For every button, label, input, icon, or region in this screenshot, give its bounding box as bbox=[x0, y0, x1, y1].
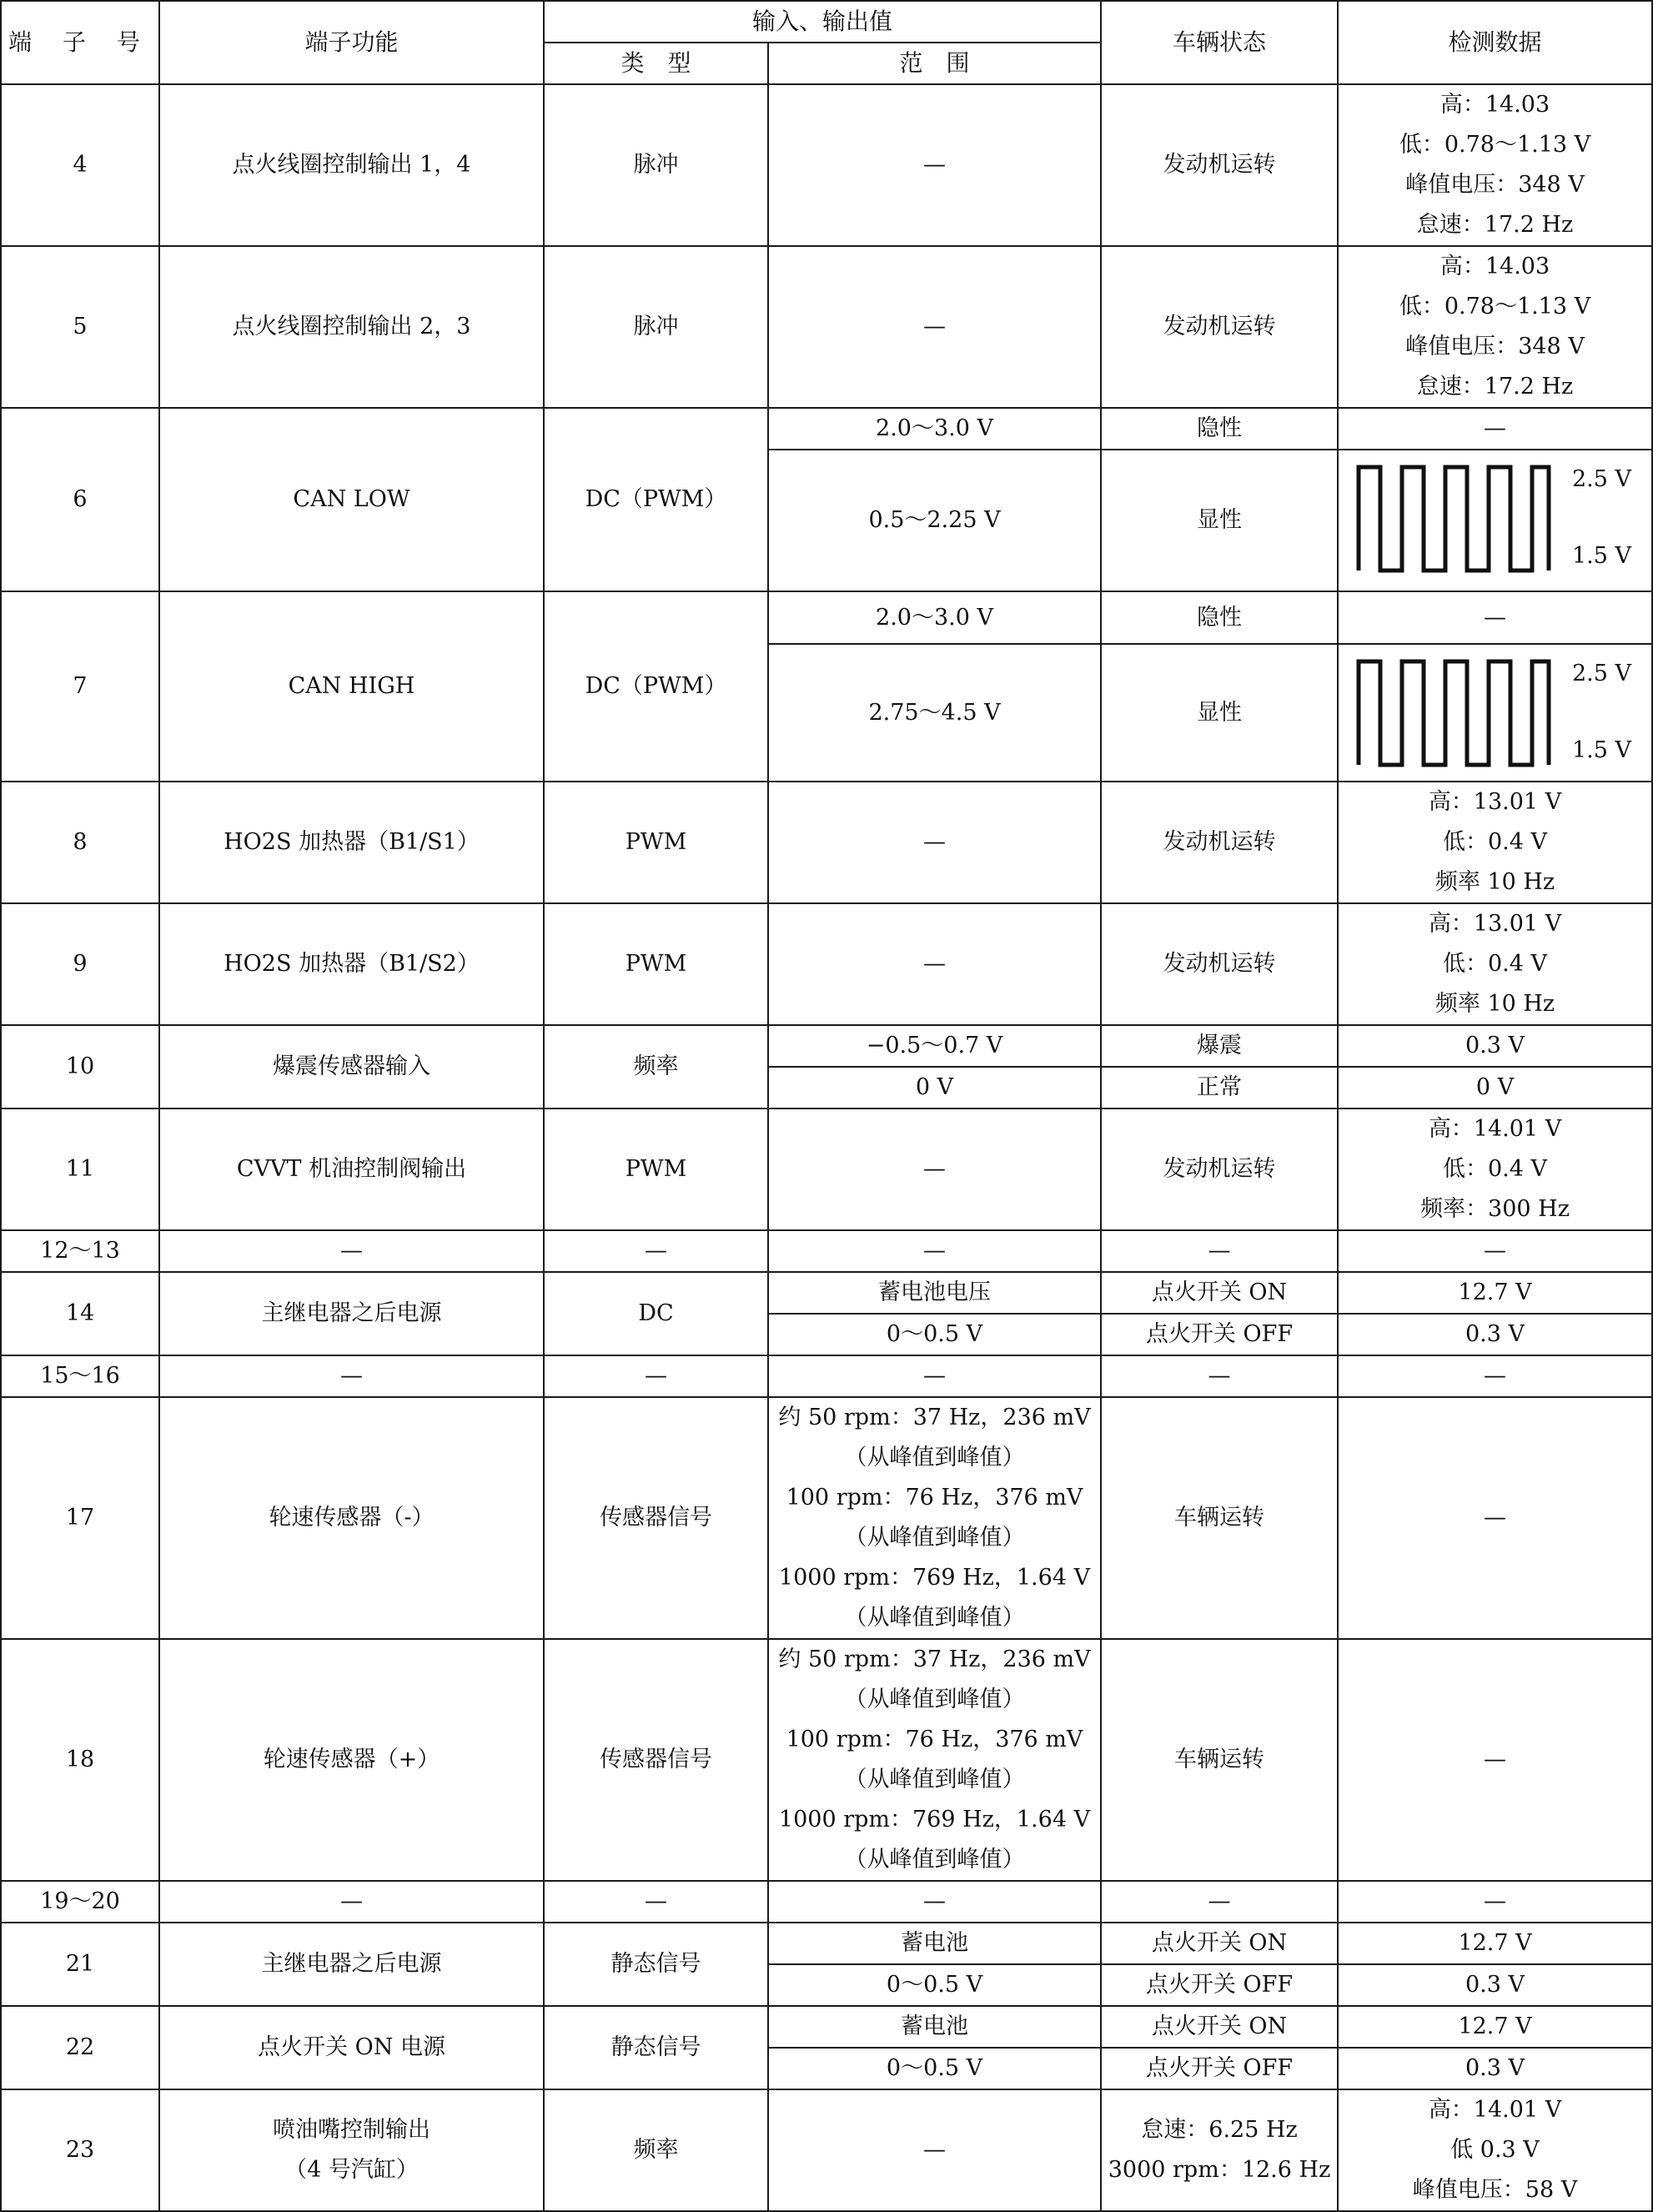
measured-data: — bbox=[1338, 1230, 1652, 1272]
terminal-number: 10 bbox=[1, 1025, 159, 1109]
terminal-number: 9 bbox=[1, 903, 159, 1025]
vehicle-state: 发动机运转 bbox=[1101, 1109, 1338, 1230]
terminal-number: 23 bbox=[1, 2089, 159, 2211]
measured-data: 0.3 V bbox=[1338, 2048, 1652, 2089]
header-io-values: 输入、输出值 bbox=[544, 1, 1101, 43]
measured-data: 12.7 V bbox=[1338, 1923, 1652, 1964]
value-range: 0～0.5 V bbox=[768, 2048, 1101, 2089]
data-line: 高：13.01 V bbox=[1428, 911, 1562, 937]
vehicle-state: 显性 bbox=[1101, 644, 1338, 782]
measured-data: — bbox=[1338, 591, 1652, 644]
table-row bbox=[1, 246, 1652, 408]
range-line: （从峰值到峰值） bbox=[844, 1445, 1025, 1470]
vehicle-state: 发动机运转 bbox=[1101, 246, 1338, 408]
signal-type: DC（PWM） bbox=[544, 591, 768, 782]
terminal-function: 点火线圈控制输出 2，3 bbox=[159, 246, 544, 408]
table-row bbox=[1, 1881, 1652, 1923]
value-range: −0.5～0.7 V bbox=[768, 1025, 1101, 1067]
terminal-number: 5 bbox=[1, 246, 159, 408]
header-terminal: 端 子 号 bbox=[1, 1, 159, 84]
header-type: 类 型 bbox=[544, 43, 768, 84]
measured-data: 12.7 V bbox=[1338, 2006, 1652, 2048]
header-vehicle-state: 车辆状态 bbox=[1101, 1, 1338, 84]
table-row bbox=[1, 1272, 1652, 1314]
vehicle-state: 点火开关 OFF bbox=[1101, 2048, 1338, 2089]
range-line: （从峰值到峰值） bbox=[844, 1525, 1025, 1551]
terminal-number: 17 bbox=[1, 1397, 159, 1639]
measured-data bbox=[1338, 903, 1652, 1025]
vehicle-state: 隐性 bbox=[1101, 591, 1338, 644]
measured-data: 0.3 V bbox=[1338, 1025, 1652, 1067]
signal-type: DC bbox=[544, 1272, 768, 1355]
header-range: 范 围 bbox=[768, 43, 1101, 84]
range-line: 约 50 rpm：37 Hz，236 mV bbox=[778, 1646, 1091, 1672]
table-row bbox=[1, 1355, 1652, 1397]
value-range: 2.0～3.0 V bbox=[768, 408, 1101, 450]
terminal-function: 轮速传感器（-） bbox=[159, 1397, 544, 1639]
range-line: （从峰值到峰值） bbox=[844, 1767, 1025, 1792]
data-line: 峰值电压：348 V bbox=[1405, 172, 1585, 198]
table-row bbox=[1, 1230, 1652, 1272]
wave-low-label: 1.5 V bbox=[1571, 737, 1632, 763]
signal-type: 传感器信号 bbox=[544, 1397, 768, 1639]
value-range: 0～0.5 V bbox=[768, 1314, 1101, 1355]
terminal-number: 14 bbox=[1, 1272, 159, 1355]
table-row bbox=[1, 591, 1652, 644]
terminal-function: — bbox=[159, 1881, 544, 1923]
terminal-number: 15～16 bbox=[1, 1355, 159, 1397]
terminal-number: 21 bbox=[1, 1923, 159, 2006]
data-line: 怠速：17.2 Hz bbox=[1416, 212, 1574, 238]
terminal-function: CVVT 机油控制阀输出 bbox=[159, 1109, 544, 1230]
waveform-cell bbox=[1338, 450, 1652, 591]
state-line: 3000 rpm：12.6 Hz bbox=[1108, 2157, 1331, 2183]
signal-type: DC（PWM） bbox=[544, 408, 768, 591]
value-range: 蓄电池电压 bbox=[768, 1272, 1101, 1314]
range-line: （从峰值到峰值） bbox=[844, 1605, 1025, 1631]
signal-type: 传感器信号 bbox=[544, 1639, 768, 1881]
vehicle-state: 车辆运转 bbox=[1101, 1639, 1338, 1881]
waveform-cell bbox=[1338, 644, 1652, 782]
value-range: — bbox=[768, 2089, 1101, 2211]
wave-high-label: 2.5 V bbox=[1571, 661, 1632, 686]
signal-type: 脉冲 bbox=[544, 246, 768, 408]
value-range bbox=[768, 1639, 1101, 1881]
signal-type: 脉冲 bbox=[544, 84, 768, 246]
measured-data: 0.3 V bbox=[1338, 1964, 1652, 2006]
measured-data: 0 V bbox=[1338, 1067, 1652, 1109]
terminal-function: 爆震传感器输入 bbox=[159, 1025, 544, 1109]
terminal-function: — bbox=[159, 1355, 544, 1397]
data-line: 高：13.01 V bbox=[1428, 789, 1562, 815]
data-line: 低：0.4 V bbox=[1443, 951, 1548, 977]
signal-type: 频率 bbox=[544, 2089, 768, 2211]
value-range: — bbox=[768, 782, 1101, 903]
data-line: 低 0.3 V bbox=[1450, 2137, 1540, 2163]
measured-data: — bbox=[1338, 1639, 1652, 1881]
data-line: 低：0.4 V bbox=[1443, 1156, 1548, 1182]
table-row bbox=[1, 1025, 1652, 1067]
table-row bbox=[1, 2006, 1652, 2048]
range-line: 1000 rpm：769 Hz，1.64 V bbox=[778, 1565, 1091, 1591]
terminal-number: 6 bbox=[1, 408, 159, 591]
function-line: 喷油嘴控制输出 bbox=[273, 2117, 430, 2143]
terminal-function: 主继电器之后电源 bbox=[159, 1272, 544, 1355]
data-line: 低：0.4 V bbox=[1443, 829, 1548, 855]
terminal-function: HO2S 加热器（B1/S1） bbox=[159, 782, 544, 903]
terminal-function: CAN HIGH bbox=[159, 591, 544, 782]
vehicle-state: 点火开关 ON bbox=[1101, 2006, 1338, 2048]
signal-type: — bbox=[544, 1355, 768, 1397]
signal-type: PWM bbox=[544, 782, 768, 903]
terminal-number: 19～20 bbox=[1, 1881, 159, 1923]
table-row bbox=[1, 1397, 1652, 1639]
range-line: （从峰值到峰值） bbox=[844, 1687, 1025, 1712]
signal-type: PWM bbox=[544, 1109, 768, 1230]
measured-data: — bbox=[1338, 1355, 1652, 1397]
value-range: 0 V bbox=[768, 1067, 1101, 1109]
wave-low-label: 1.5 V bbox=[1571, 543, 1632, 569]
table-row bbox=[1, 903, 1652, 1025]
value-range: 蓄电池 bbox=[768, 1923, 1101, 1964]
range-line: 1000 rpm：769 Hz，1.64 V bbox=[778, 1807, 1091, 1832]
data-line: 峰值电压：58 V bbox=[1412, 2177, 1578, 2203]
data-line: 怠速：17.2 Hz bbox=[1416, 374, 1574, 400]
square-wave-icon bbox=[1355, 464, 1555, 574]
vehicle-state: 发动机运转 bbox=[1101, 903, 1338, 1025]
value-range: — bbox=[768, 84, 1101, 246]
signal-type: 频率 bbox=[544, 1025, 768, 1109]
signal-type: 静态信号 bbox=[544, 2006, 768, 2089]
vehicle-state: — bbox=[1101, 1230, 1338, 1272]
header-measured-data: 检测数据 bbox=[1338, 1, 1652, 84]
measured-data: — bbox=[1338, 408, 1652, 450]
vehicle-state: 点火开关 OFF bbox=[1101, 1964, 1338, 2006]
table-row bbox=[1, 408, 1652, 450]
value-range: — bbox=[768, 1881, 1101, 1923]
data-line: 低：0.78～1.13 V bbox=[1399, 294, 1591, 319]
value-range: — bbox=[768, 1355, 1101, 1397]
state-line: 怠速：6.25 Hz bbox=[1141, 2117, 1298, 2143]
vehicle-state: — bbox=[1101, 1881, 1338, 1923]
measured-data: — bbox=[1338, 1397, 1652, 1639]
terminal-function bbox=[159, 2089, 544, 2211]
terminal-function: CAN LOW bbox=[159, 408, 544, 591]
range-line: （从峰值到峰值） bbox=[844, 1847, 1025, 1873]
terminal-function: 轮速传感器（+） bbox=[159, 1639, 544, 1881]
square-wave-icon bbox=[1355, 658, 1555, 768]
signal-type: 静态信号 bbox=[544, 1923, 768, 2006]
value-range: — bbox=[768, 1109, 1101, 1230]
table-row bbox=[1, 84, 1652, 246]
terminal-number: 18 bbox=[1, 1639, 159, 1881]
vehicle-state: — bbox=[1101, 1355, 1338, 1397]
vehicle-state: 点火开关 OFF bbox=[1101, 1314, 1338, 1355]
vehicle-state: 发动机运转 bbox=[1101, 782, 1338, 903]
range-line: 100 rpm：76 Hz，376 mV bbox=[786, 1727, 1083, 1752]
terminal-number: 7 bbox=[1, 591, 159, 782]
value-range bbox=[768, 1397, 1101, 1639]
value-range: 2.0～3.0 V bbox=[768, 591, 1101, 644]
value-range: 0～0.5 V bbox=[768, 1964, 1101, 2006]
range-line: 100 rpm：76 Hz，376 mV bbox=[786, 1485, 1083, 1511]
terminal-function: 点火开关 ON 电源 bbox=[159, 2006, 544, 2089]
measured-data bbox=[1338, 84, 1652, 246]
vehicle-state: 爆震 bbox=[1101, 1025, 1338, 1067]
value-range: — bbox=[768, 246, 1101, 408]
measured-data: — bbox=[1338, 1881, 1652, 1923]
table-row bbox=[1, 1639, 1652, 1881]
vehicle-state: 车辆运转 bbox=[1101, 1397, 1338, 1639]
table-row bbox=[1, 1923, 1652, 1964]
data-line: 高：14.01 V bbox=[1428, 1116, 1562, 1142]
vehicle-state: 点火开关 ON bbox=[1101, 1272, 1338, 1314]
table-row bbox=[1, 1109, 1652, 1230]
header-function: 端子功能 bbox=[159, 1, 544, 84]
measured-data bbox=[1338, 1109, 1652, 1230]
terminal-number: 12～13 bbox=[1, 1230, 159, 1272]
vehicle-state: 发动机运转 bbox=[1101, 84, 1338, 246]
data-line: 高：14.03 bbox=[1439, 254, 1550, 279]
wave-high-label: 2.5 V bbox=[1571, 466, 1632, 492]
signal-type: — bbox=[544, 1881, 768, 1923]
data-line: 频率 10 Hz bbox=[1434, 991, 1555, 1017]
vehicle-state: 点火开关 ON bbox=[1101, 1923, 1338, 1964]
measured-data bbox=[1338, 2089, 1652, 2211]
data-line: 低：0.78～1.13 V bbox=[1399, 132, 1591, 158]
value-range: 蓄电池 bbox=[768, 2006, 1101, 2048]
data-line: 高：14.03 bbox=[1439, 92, 1550, 118]
measured-data bbox=[1338, 782, 1652, 903]
terminal-function: 主继电器之后电源 bbox=[159, 1923, 544, 2006]
terminal-number: 8 bbox=[1, 782, 159, 903]
terminal-function: HO2S 加热器（B1/S2） bbox=[159, 903, 544, 1025]
value-range: 2.75～4.5 V bbox=[768, 644, 1101, 782]
value-range: — bbox=[768, 1230, 1101, 1272]
data-line: 频率 10 Hz bbox=[1434, 869, 1555, 895]
vehicle-state: 隐性 bbox=[1101, 408, 1338, 450]
function-line: （4 号汽缸） bbox=[284, 2157, 419, 2183]
terminal-number: 4 bbox=[1, 84, 159, 246]
signal-type: — bbox=[544, 1230, 768, 1272]
measured-data: 0.3 V bbox=[1338, 1314, 1652, 1355]
vehicle-state bbox=[1101, 2089, 1338, 2211]
data-line: 峰值电压：348 V bbox=[1405, 334, 1585, 359]
signal-type: PWM bbox=[544, 903, 768, 1025]
measured-data bbox=[1338, 246, 1652, 408]
value-range: 0.5～2.25 V bbox=[768, 450, 1101, 591]
vehicle-state: 显性 bbox=[1101, 450, 1338, 591]
table-row bbox=[1, 782, 1652, 903]
data-line: 频率：300 Hz bbox=[1420, 1196, 1570, 1222]
vehicle-state: 正常 bbox=[1101, 1067, 1338, 1109]
terminal-number: 22 bbox=[1, 2006, 159, 2089]
measured-data: 12.7 V bbox=[1338, 1272, 1652, 1314]
terminal-number: 11 bbox=[1, 1109, 159, 1230]
data-line: 高：14.01 V bbox=[1428, 2097, 1562, 2123]
table-row bbox=[1, 2089, 1652, 2211]
terminal-function: — bbox=[159, 1230, 544, 1272]
terminal-function: 点火线圈控制输出 1，4 bbox=[159, 84, 544, 246]
range-line: 约 50 rpm：37 Hz，236 mV bbox=[778, 1405, 1091, 1430]
value-range: — bbox=[768, 903, 1101, 1025]
